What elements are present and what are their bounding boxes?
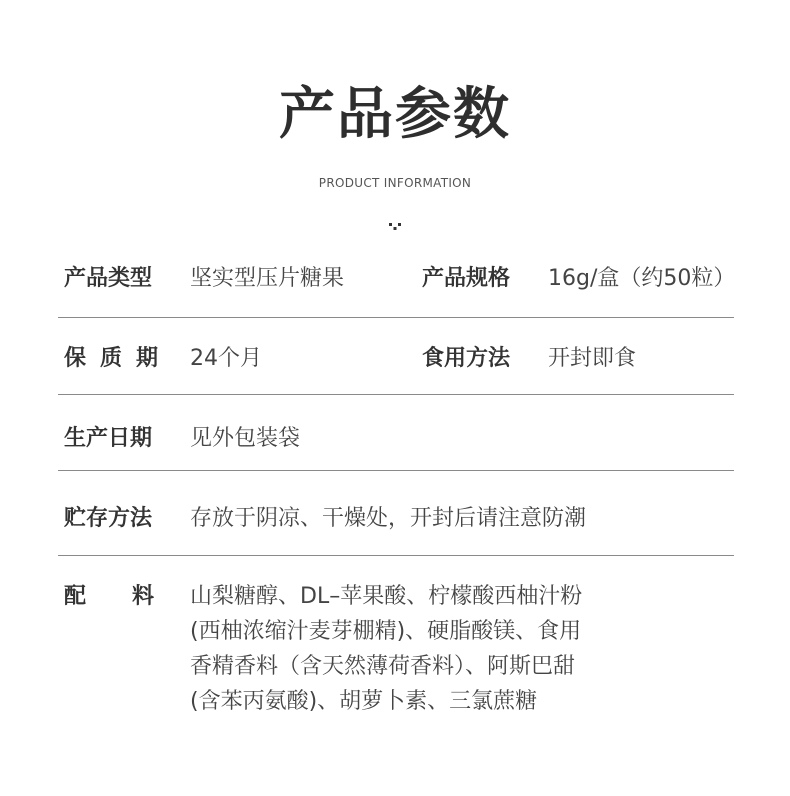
- label-ingredients: 配料: [64, 584, 201, 609]
- divider: [58, 470, 734, 471]
- value-product-type: 坚实型压片糖果: [190, 266, 345, 291]
- value-storage: 存放于阴凉、干燥处，开封后请注意防潮: [190, 506, 587, 531]
- label-storage: 贮存方法: [64, 506, 153, 531]
- value-product-spec: 16g/盒（约50粒）: [548, 266, 736, 291]
- label-production-date: 生产日期: [64, 426, 153, 451]
- divider: [58, 394, 734, 395]
- ingredients-line: (西柚浓缩汁麦芽棚精)、硬脂酸镁、食用: [190, 619, 582, 644]
- label-usage: 食用方法: [422, 346, 511, 371]
- ingredients-line: (含苯丙氨酸)、胡萝卜素、三氯蔗糖: [190, 689, 538, 714]
- value-ingredients: [190, 579, 730, 719]
- label-shelf-life: 保质期: [64, 346, 173, 371]
- label-product-type: 产品类型: [64, 266, 153, 291]
- chevron-down-icon: [388, 222, 402, 232]
- page-subtitle: PRODUCT INFORMATION: [318, 176, 472, 190]
- value-usage: 开封即食: [548, 346, 637, 371]
- ingredients-line: 山梨糖醇、DL–苹果酸、柠檬酸西柚汁粉: [190, 584, 583, 609]
- label-product-spec: 产品规格: [422, 266, 511, 291]
- divider: [58, 317, 734, 318]
- value-production-date: 见外包装袋: [190, 426, 301, 451]
- divider: [58, 555, 734, 556]
- page-title: 产品参数: [279, 82, 511, 147]
- ingredients-line: 香精香料（含天然薄荷香料）、阿斯巴甜: [190, 654, 576, 679]
- value-shelf-life: 24个月: [190, 346, 262, 371]
